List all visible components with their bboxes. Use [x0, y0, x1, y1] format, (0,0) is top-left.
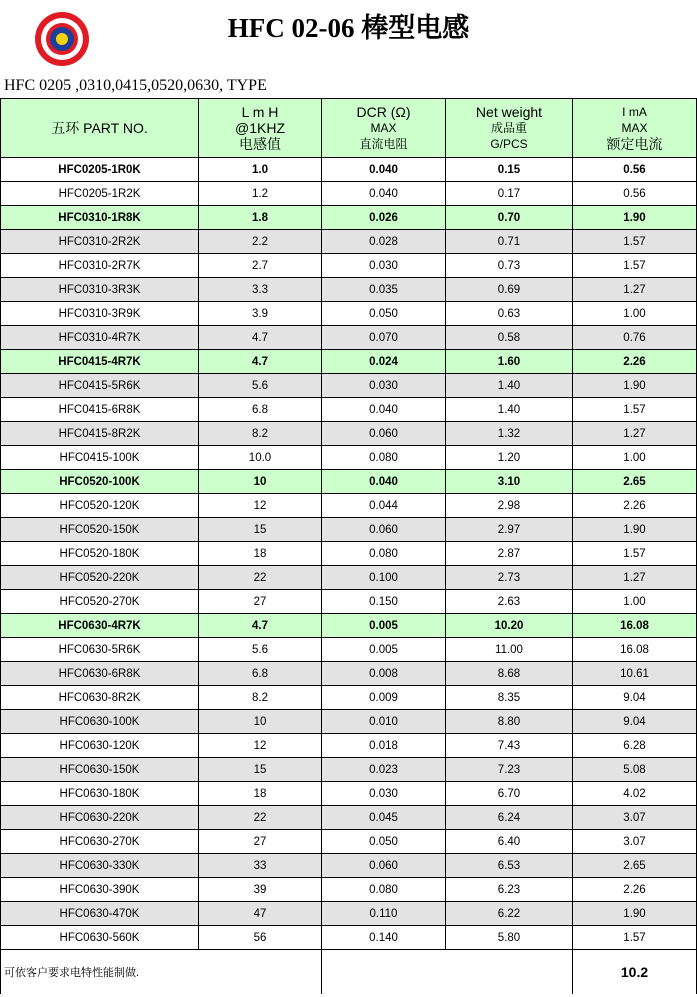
cell-inductance: 5.6: [199, 374, 322, 398]
cell-inductance: 15: [199, 758, 322, 782]
cell-part-no: HFC0630-150K: [1, 758, 199, 782]
table-row: [1, 518, 697, 542]
cell-dcr: 0.035: [322, 278, 446, 302]
table-row: [1, 398, 697, 422]
table-row: [1, 830, 697, 854]
table-row: [1, 350, 697, 374]
table-row: [1, 158, 697, 182]
cell-current: 1.57: [573, 926, 697, 950]
cell-part-no: HFC0205-1R0K: [1, 158, 199, 182]
table-row: [1, 758, 697, 782]
table-row: [1, 542, 697, 566]
cell-inductance: 15: [199, 518, 322, 542]
table-row: [1, 254, 697, 278]
cell-inductance: 27: [199, 830, 322, 854]
cell-dcr: 0.030: [322, 782, 446, 806]
cell-inductance: 39: [199, 878, 322, 902]
cell-weight: 8.68: [446, 662, 573, 686]
cell-weight: 1.40: [446, 398, 573, 422]
cell-weight: 1.40: [446, 374, 573, 398]
cell-inductance: 12: [199, 734, 322, 758]
cell-inductance: 56: [199, 926, 322, 950]
cell-weight: 0.58: [446, 326, 573, 350]
cell-dcr: 0.060: [322, 518, 446, 542]
cell-part-no: HFC0630-390K: [1, 878, 199, 902]
cell-part-no: HFC0415-8R2K: [1, 422, 199, 446]
cell-weight: 0.17: [446, 182, 573, 206]
cell-current: 1.90: [573, 518, 697, 542]
cell-current: 9.04: [573, 686, 697, 710]
cell-inductance: 10: [199, 710, 322, 734]
cell-part-no: HFC0630-180K: [1, 782, 199, 806]
cell-dcr: 0.023: [322, 758, 446, 782]
cell-part-no: HFC0630-330K: [1, 854, 199, 878]
cell-inductance: 33: [199, 854, 322, 878]
spec-table: [0, 98, 697, 994]
cell-part-no: HFC0630-8R2K: [1, 686, 199, 710]
cell-dcr: 0.040: [322, 398, 446, 422]
cell-dcr: 0.040: [322, 470, 446, 494]
cell-weight: 8.80: [446, 710, 573, 734]
cell-weight: 2.98: [446, 494, 573, 518]
table-row: [1, 206, 697, 230]
table-row: [1, 422, 697, 446]
cell-dcr: 0.010: [322, 710, 446, 734]
cell-inductance: 1.8: [199, 206, 322, 230]
header-weight: Net weight 成品重 G/PCS: [446, 99, 573, 158]
cell-current: 16.08: [573, 638, 697, 662]
cell-part-no: HFC0310-2R7K: [1, 254, 199, 278]
cell-current: 1.57: [573, 230, 697, 254]
cell-dcr: 0.018: [322, 734, 446, 758]
cell-current: 1.00: [573, 302, 697, 326]
table-row: [1, 302, 697, 326]
document-title: HFC 02-06 棒型电感: [227, 13, 470, 43]
cell-dcr: 0.044: [322, 494, 446, 518]
cell-weight: 1.60: [446, 350, 573, 374]
cell-inductance: 47: [199, 902, 322, 926]
cell-dcr: 0.080: [322, 542, 446, 566]
cell-dcr: 0.005: [322, 638, 446, 662]
cell-dcr: 0.140: [322, 926, 446, 950]
cell-weight: 2.97: [446, 518, 573, 542]
cell-weight: 6.23: [446, 878, 573, 902]
cell-part-no: HFC0415-6R8K: [1, 398, 199, 422]
cell-current: 1.00: [573, 590, 697, 614]
cell-inductance: 3.9: [199, 302, 322, 326]
cell-inductance: 6.8: [199, 398, 322, 422]
cell-dcr: 0.060: [322, 854, 446, 878]
table-row: [1, 926, 697, 950]
table-row: [1, 614, 697, 638]
cell-dcr: 0.050: [322, 302, 446, 326]
cell-current: 2.65: [573, 470, 697, 494]
cell-current: 1.57: [573, 254, 697, 278]
cell-current: 1.57: [573, 542, 697, 566]
cell-part-no: HFC0310-1R8K: [1, 206, 199, 230]
cell-weight: 8.35: [446, 686, 573, 710]
cell-dcr: 0.080: [322, 446, 446, 470]
cell-part-no: HFC0630-220K: [1, 806, 199, 830]
table-row: [1, 782, 697, 806]
table-row: [1, 662, 697, 686]
cell-part-no: HFC0520-150K: [1, 518, 199, 542]
cell-weight: 5.80: [446, 926, 573, 950]
cell-inductance: 4.7: [199, 614, 322, 638]
cell-part-no: HFC0310-4R7K: [1, 326, 199, 350]
cell-weight: 0.71: [446, 230, 573, 254]
cell-weight: 6.70: [446, 782, 573, 806]
cell-dcr: 0.040: [322, 158, 446, 182]
cell-inductance: 2.2: [199, 230, 322, 254]
cell-dcr: 0.060: [322, 422, 446, 446]
table-row: [1, 638, 697, 662]
cell-inductance: 10.0: [199, 446, 322, 470]
cell-part-no: HFC0630-270K: [1, 830, 199, 854]
cell-part-no: HFC0630-120K: [1, 734, 199, 758]
cell-weight: 6.53: [446, 854, 573, 878]
cell-weight: 3.10: [446, 470, 573, 494]
table-row: [1, 902, 697, 926]
cell-dcr: 0.005: [322, 614, 446, 638]
table-row: [1, 590, 697, 614]
cell-current: 2.65: [573, 854, 697, 878]
cell-inductance: 1.0: [199, 158, 322, 182]
cell-weight: 7.43: [446, 734, 573, 758]
cell-weight: 0.15: [446, 158, 573, 182]
footer-blank: [446, 950, 573, 995]
cell-current: 1.27: [573, 278, 697, 302]
cell-dcr: 0.110: [322, 902, 446, 926]
cell-dcr: 0.009: [322, 686, 446, 710]
cell-weight: 6.22: [446, 902, 573, 926]
cell-current: 1.00: [573, 446, 697, 470]
cell-current: 9.04: [573, 710, 697, 734]
cell-weight: 6.40: [446, 830, 573, 854]
footer-blank: [322, 950, 446, 995]
cell-part-no: HFC0520-270K: [1, 590, 199, 614]
cell-dcr: 0.030: [322, 254, 446, 278]
header-dcr: DCR (Ω) MAX 直流电阻: [322, 99, 446, 158]
cell-weight: 11.00: [446, 638, 573, 662]
cell-weight: 1.20: [446, 446, 573, 470]
cell-weight: 0.73: [446, 254, 573, 278]
type-line: HFC 0205 ,0310,0415,0520,0630, TYPE: [4, 77, 267, 94]
cell-dcr: 0.024: [322, 350, 446, 374]
table-row: [1, 182, 697, 206]
table-row: [1, 878, 697, 902]
cell-current: 1.90: [573, 374, 697, 398]
cell-inductance: 27: [199, 590, 322, 614]
cell-part-no: HFC0520-220K: [1, 566, 199, 590]
cell-part-no: HFC0630-5R6K: [1, 638, 199, 662]
cell-weight: 7.23: [446, 758, 573, 782]
cell-weight: 0.69: [446, 278, 573, 302]
cell-dcr: 0.045: [322, 806, 446, 830]
page-number: 10.2: [573, 950, 697, 995]
cell-current: 2.26: [573, 350, 697, 374]
cell-inductance: 6.8: [199, 662, 322, 686]
cell-part-no: HFC0630-6R8K: [1, 662, 199, 686]
cell-dcr: 0.008: [322, 662, 446, 686]
cell-inductance: 18: [199, 542, 322, 566]
cell-inductance: 8.2: [199, 686, 322, 710]
cell-part-no: HFC0520-120K: [1, 494, 199, 518]
cell-dcr: 0.030: [322, 374, 446, 398]
cell-part-no: HFC0520-100K: [1, 470, 199, 494]
cell-current: 3.07: [573, 830, 697, 854]
cell-inductance: 5.6: [199, 638, 322, 662]
table-row: [1, 278, 697, 302]
table-row: [1, 686, 697, 710]
table-row: [1, 326, 697, 350]
cell-current: 2.26: [573, 878, 697, 902]
cell-weight: 0.70: [446, 206, 573, 230]
cell-inductance: 10: [199, 470, 322, 494]
cell-current: 10.61: [573, 662, 697, 686]
header-inductance: L m H @1KHZ 电感值: [199, 99, 322, 158]
cell-weight: 6.24: [446, 806, 573, 830]
table-row: [1, 734, 697, 758]
cell-current: 1.27: [573, 422, 697, 446]
cell-inductance: 3.3: [199, 278, 322, 302]
cell-dcr: 0.080: [322, 878, 446, 902]
cell-dcr: 0.150: [322, 590, 446, 614]
table-row: [1, 374, 697, 398]
cell-current: 0.56: [573, 158, 697, 182]
cell-dcr: 0.026: [322, 206, 446, 230]
cell-part-no: HFC0310-3R9K: [1, 302, 199, 326]
cell-current: 2.26: [573, 494, 697, 518]
cell-part-no: HFC0205-1R2K: [1, 182, 199, 206]
table-row: [1, 806, 697, 830]
header-part-no: 五环 PART NO.: [1, 99, 199, 158]
cell-weight: 10.20: [446, 614, 573, 638]
cell-current: 1.27: [573, 566, 697, 590]
header-current: I mA MAX 额定电流: [573, 99, 697, 158]
cell-weight: 2.73: [446, 566, 573, 590]
cell-current: 4.02: [573, 782, 697, 806]
cell-dcr: 0.028: [322, 230, 446, 254]
cell-current: 1.57: [573, 398, 697, 422]
table-row: [1, 446, 697, 470]
cell-current: 16.08: [573, 614, 697, 638]
cell-inductance: 12: [199, 494, 322, 518]
table-row: [1, 710, 697, 734]
header-row: [1, 99, 697, 158]
cell-part-no: HFC0415-5R6K: [1, 374, 199, 398]
table-row: [1, 494, 697, 518]
cell-current: 0.76: [573, 326, 697, 350]
cell-current: 1.90: [573, 206, 697, 230]
cell-current: 0.56: [573, 182, 697, 206]
cell-dcr: 0.040: [322, 182, 446, 206]
cell-part-no: HFC0310-2R2K: [1, 230, 199, 254]
cell-part-no: HFC0630-470K: [1, 902, 199, 926]
cell-part-no: HFC0520-180K: [1, 542, 199, 566]
table-row: [1, 566, 697, 590]
table-row: [1, 230, 697, 254]
footer-row: [1, 950, 697, 995]
cell-current: 5.08: [573, 758, 697, 782]
cell-part-no: HFC0415-4R7K: [1, 350, 199, 374]
cell-dcr: 0.070: [322, 326, 446, 350]
cell-part-no: HFC0630-560K: [1, 926, 199, 950]
cell-current: 6.28: [573, 734, 697, 758]
cell-current: 1.90: [573, 902, 697, 926]
cell-weight: 0.63: [446, 302, 573, 326]
cell-inductance: 4.7: [199, 326, 322, 350]
cell-inductance: 2.7: [199, 254, 322, 278]
cell-weight: 2.63: [446, 590, 573, 614]
cell-weight: 2.87: [446, 542, 573, 566]
cell-inductance: 18: [199, 782, 322, 806]
cell-inductance: 1.2: [199, 182, 322, 206]
cell-inductance: 22: [199, 806, 322, 830]
cell-inductance: 4.7: [199, 350, 322, 374]
cell-inductance: 8.2: [199, 422, 322, 446]
table-row: [1, 470, 697, 494]
table-row: [1, 854, 697, 878]
cell-current: 3.07: [573, 806, 697, 830]
cell-part-no: HFC0310-3R3K: [1, 278, 199, 302]
cell-dcr: 0.100: [322, 566, 446, 590]
cell-weight: 1.32: [446, 422, 573, 446]
cell-part-no: HFC0630-100K: [1, 710, 199, 734]
footer-note: 可依客户要求电特性能制做.: [1, 950, 322, 995]
cell-inductance: 22: [199, 566, 322, 590]
cell-dcr: 0.050: [322, 830, 446, 854]
cell-part-no: HFC0415-100K: [1, 446, 199, 470]
cell-part-no: HFC0630-4R7K: [1, 614, 199, 638]
